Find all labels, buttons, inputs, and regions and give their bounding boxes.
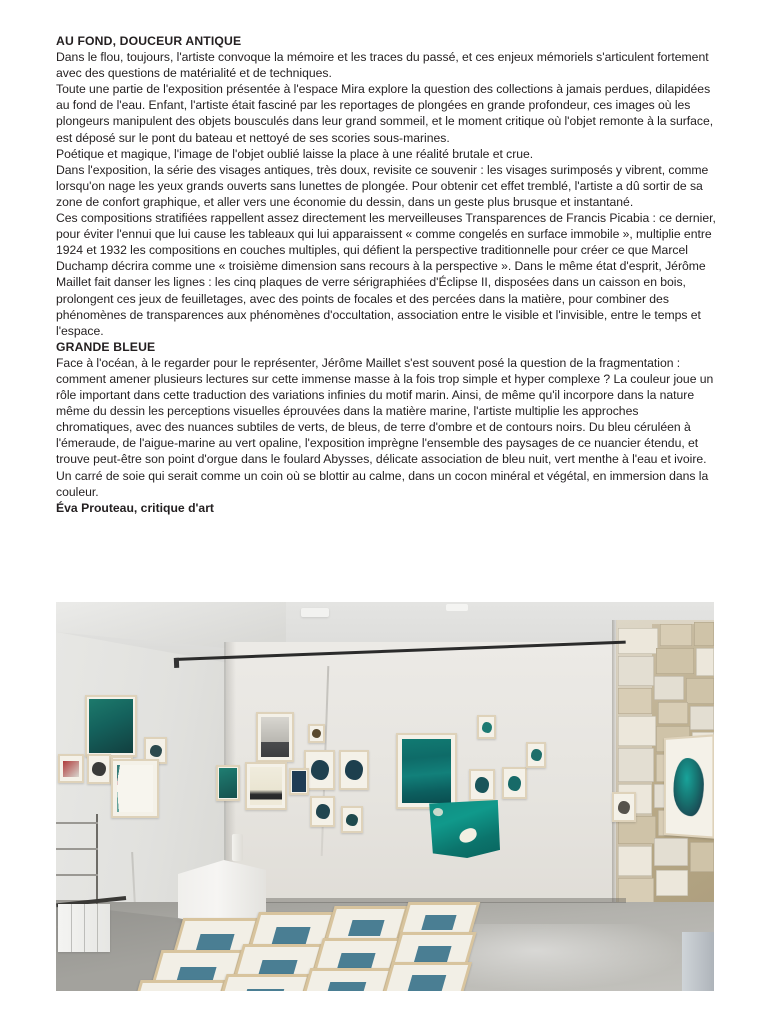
framed-artwork-large xyxy=(396,733,457,809)
silk-scarf-artwork xyxy=(427,800,500,858)
article-text xyxy=(56,33,716,516)
stone-block xyxy=(618,688,652,714)
author-signature: Éva Prouteau, critique d'art xyxy=(56,500,214,515)
stone-block xyxy=(654,838,688,866)
stone-block xyxy=(656,648,694,674)
framed-artwork xyxy=(216,765,240,801)
paragraph: Toute une partie de l'exposition présentée à l'espace Mira explore la question des collections à jamais perdues, dilapidées au fond de l'eau. Enfant, l'artiste était fasciné par les reportages de plongées en grande profondeur, ces images où les plongeurs manipulent des objets bousculés dans leur grand sommeil, et le moment critique où l'objet remonte à la surface, est déposé sur le pont du bateau et nettoyé de ses scories sous-marines. xyxy=(56,82,714,145)
framed-artwork xyxy=(526,742,546,768)
paragraph: Dans le flou, toujours, l'artiste convoque la mémoire et les traces du passé, et ces enjeux mémoriels s'articulent fortement avec des questions de matérialité et de techniques. xyxy=(56,50,709,81)
exhibition-photograph xyxy=(56,602,714,991)
framed-artwork xyxy=(58,754,84,783)
framed-artwork xyxy=(612,792,636,822)
stone-block xyxy=(618,846,652,876)
rail-bracket xyxy=(174,658,179,668)
stone-block xyxy=(694,622,714,646)
stone-block xyxy=(618,748,654,782)
framed-artwork xyxy=(469,769,495,801)
stone-block xyxy=(658,702,688,724)
floor-framed-artwork xyxy=(298,968,393,991)
framed-artwork xyxy=(245,762,287,810)
floor-object xyxy=(682,932,714,991)
framed-artwork xyxy=(310,796,335,827)
floor-framed-artwork xyxy=(380,962,472,991)
framed-artwork xyxy=(256,712,294,762)
framed-artwork xyxy=(111,759,159,818)
paragraph: Poétique et magique, l'image de l'objet oublié laisse la place à une réalité brutale et crue. xyxy=(56,146,534,161)
vase xyxy=(232,834,243,861)
framed-artwork xyxy=(85,695,137,757)
paragraph: Face à l'océan, à le regarder pour le représenter, Jérôme Maillet s'est souvent posé la question de la fragmentation : comment amener plusieurs lectures sur cette immense masse à la fois trop simple et hyper complexe ? La couleur joue un rôle important dans cette traduction des variations infinies du motif marin. Ainsi, de même qu'il incorpore dans la nature même du dessin les perceptions visuelles éprouvées dans la matière marine, l'artiste multiplie les approches chromatiques, avec des nuances subtiles de verts, de bleus, de terre d'ombre et de contours noirs. Du bleu céruléen à l'émeraude, de l'aigue-marine au vert opaline, l'exposition imprègne l'ensemble des paysages de ce nuancier étendu, et trouve peut-être son point d'orgue dans le foulard Abysses, délicate association de bleu nuit, vert menthe à l'eau et ivoire. Un carré de soie qui serait comme un coin où se blottir au calme, dans un cocon minéral et végétal, en immersion dans la couleur. xyxy=(56,355,714,499)
floor-framed-artwork xyxy=(127,980,226,991)
floor-framed-artwork xyxy=(213,974,310,991)
paragraph: Dans l'exposition, la série des visages antiques, très doux, revisite ce souvenir : les visages surimposés y vibrent, comme lorsqu'on nage les yeux grands ouverts sans lunettes de plongée. Pour obtenir cet effet tremblé, l'artiste a dû sortir de sa zone de confort graphique, et aller vers une économie du dessin, dans un geste plus brusque et instantané. xyxy=(56,162,709,209)
stone-block xyxy=(656,870,688,896)
framed-artwork xyxy=(308,724,325,743)
stone-block xyxy=(618,716,656,746)
framed-artwork xyxy=(339,750,369,790)
stone-block xyxy=(690,842,714,872)
stone-block xyxy=(654,676,684,700)
section-heading-2: GRANDE BLEUE xyxy=(56,339,156,354)
ceiling-light xyxy=(446,604,468,611)
stone-block xyxy=(686,678,714,704)
stone-block xyxy=(618,656,654,686)
framed-artwork xyxy=(87,754,111,784)
stone-block xyxy=(660,624,692,646)
ceiling-light xyxy=(301,608,329,617)
framed-artwork xyxy=(477,715,496,739)
framed-artwork-large xyxy=(664,734,714,838)
section-heading-1: AU FOND, DOUCEUR ANTIQUE xyxy=(56,34,242,48)
framed-artwork xyxy=(502,767,527,799)
paragraph: Ces compositions stratifiées rappellent assez directement les merveilleuses Transparences de Francis Picabia : ce dernier, pour éviter l'ennui que lui cause les tableaux qui lui apparaissent « comme congelés en surface immobile », multiplie entre 1924 et 1932 les compositions en couches multiples, qui défient la perspective traditionnelle pour créer ce que Marcel Duchamp décrira comme une « troisième dimension sans recours à la perspective ». Dans le même état d'esprit, Jérôme Maillet fait danser les lignes : les cinq plaques de verre sérigraphiées d'Éclipse II, disposées dans un caisson en bois, prolongent ces jeux de feuilletages, avec des points de focales et des percées dans la matière, pour combiner des phénomènes de transparences aux phénomènes d'occultation, association entre le visible et l'invisible, entre le temps et l'espace. xyxy=(56,211,716,338)
stone-block xyxy=(696,648,714,676)
framed-artwork xyxy=(289,768,309,795)
framed-artwork xyxy=(341,806,363,833)
stone-block xyxy=(690,706,714,730)
radiator xyxy=(58,904,110,952)
